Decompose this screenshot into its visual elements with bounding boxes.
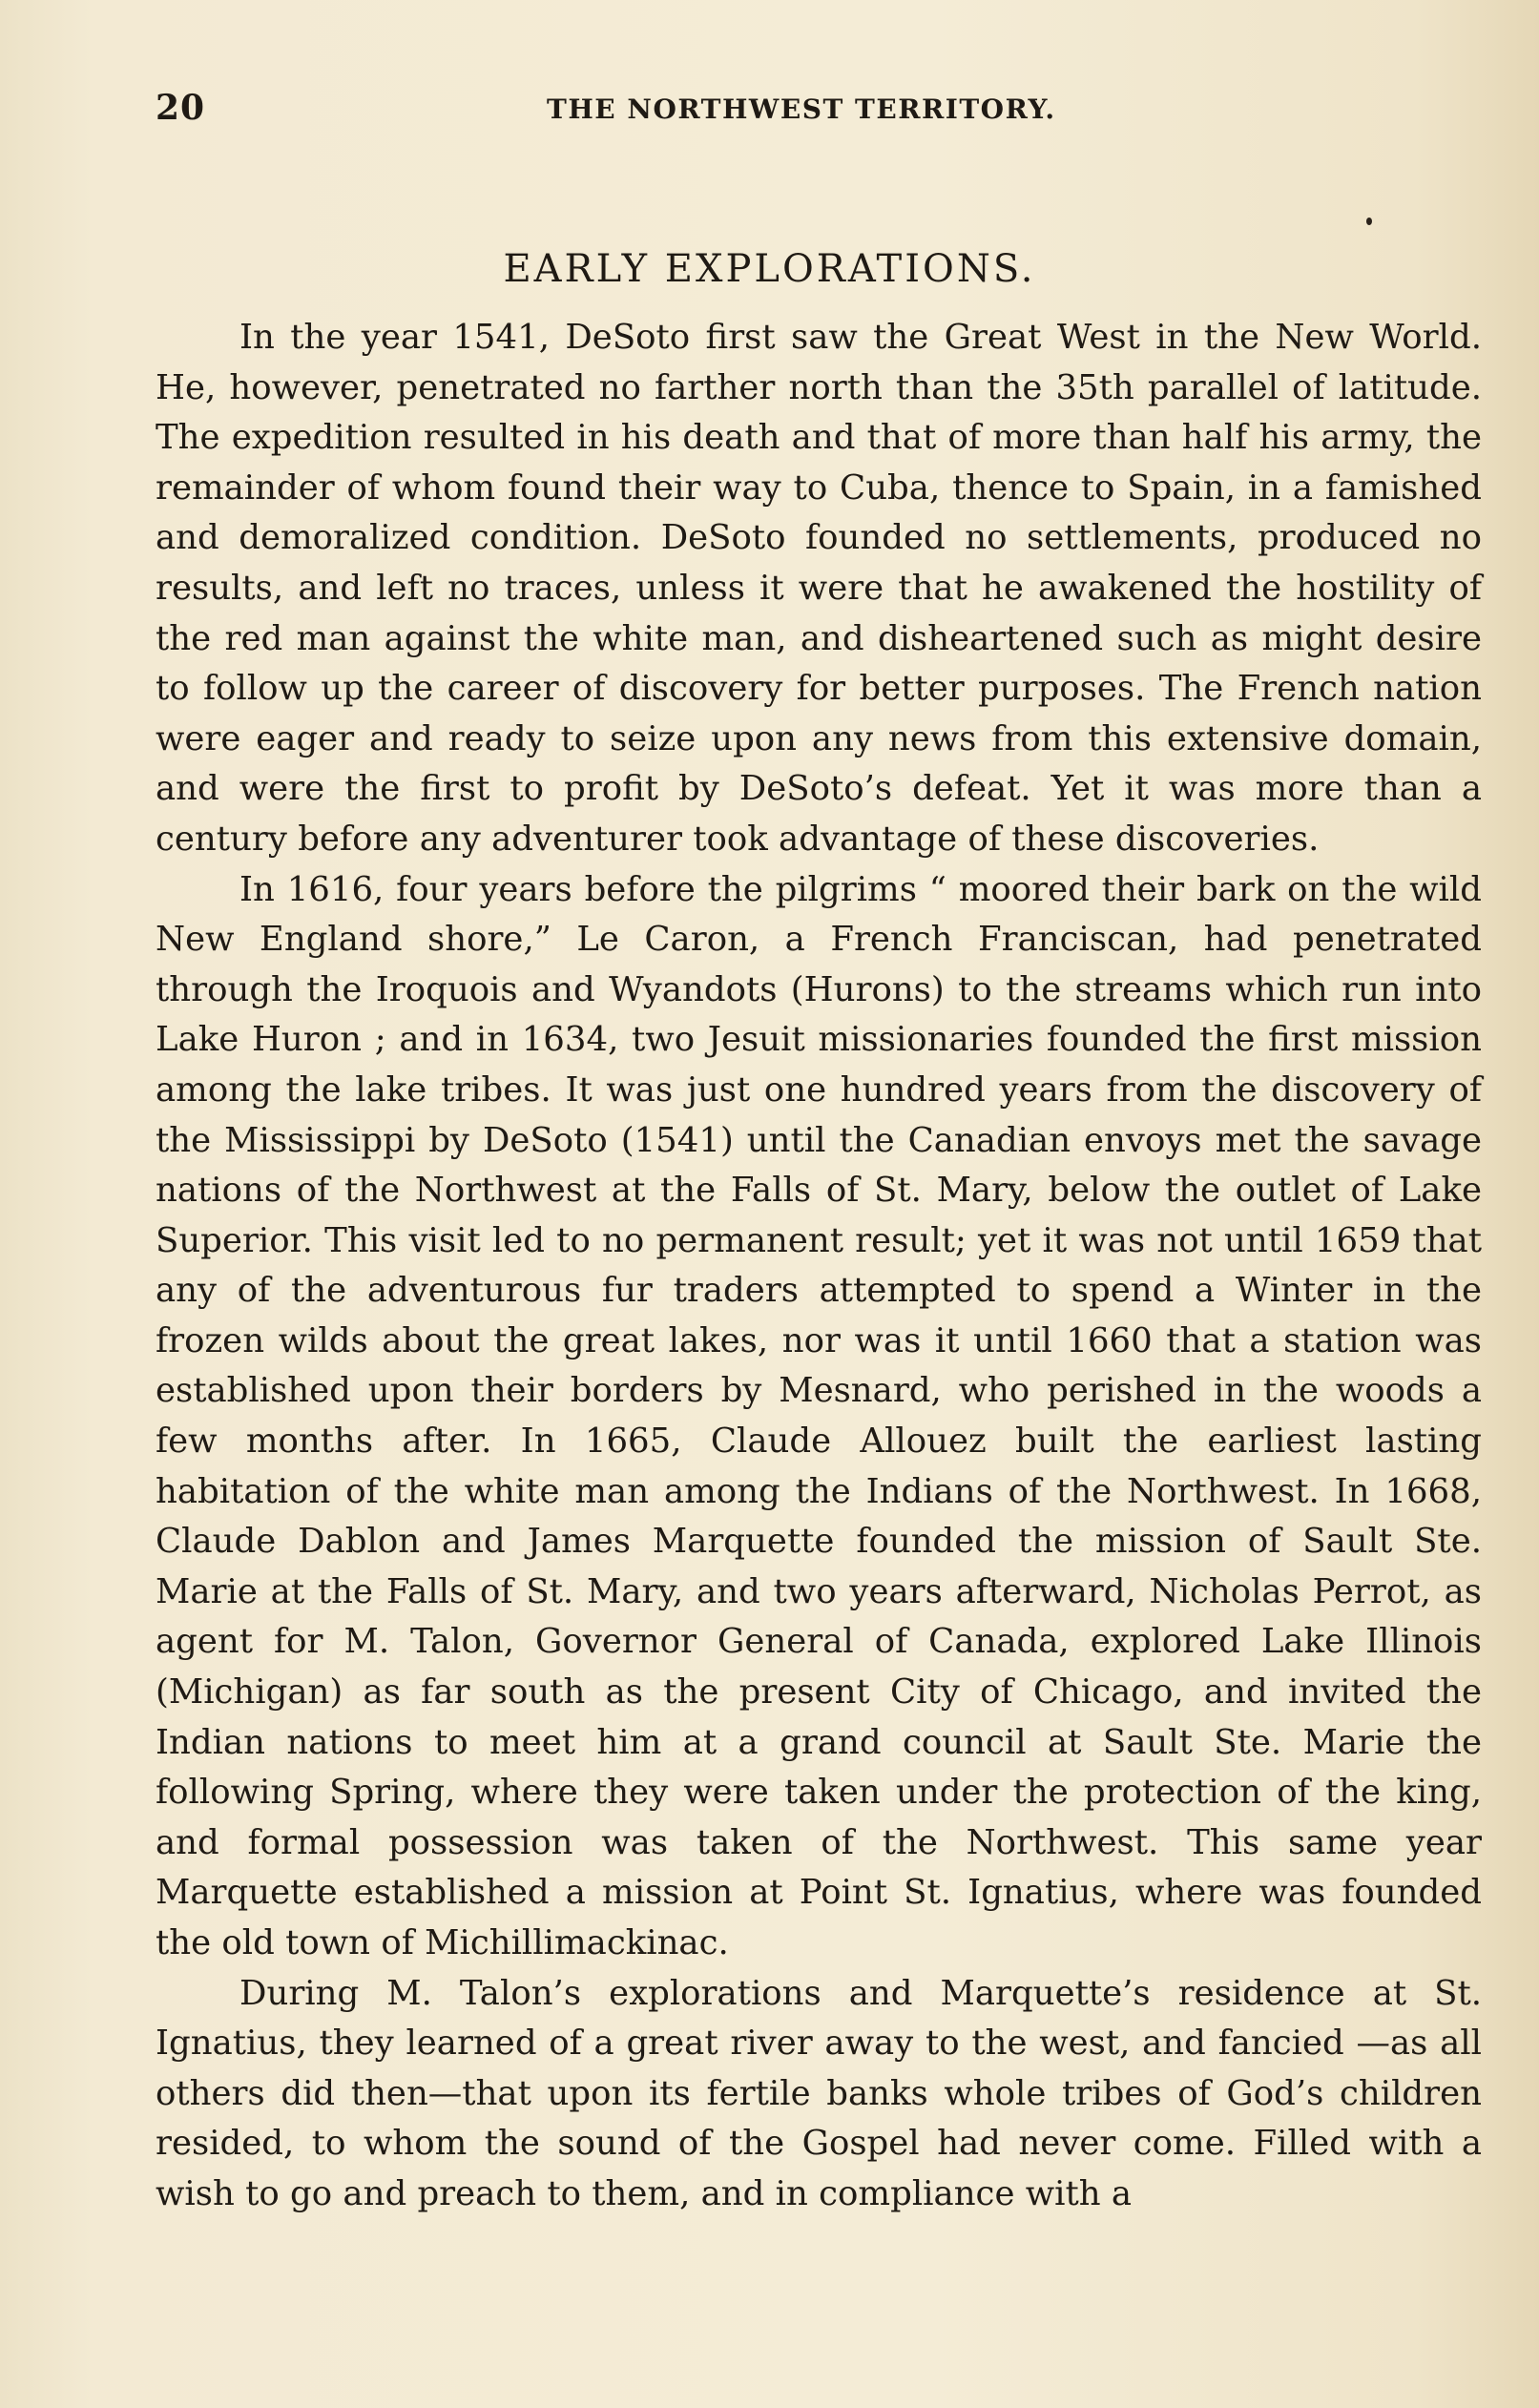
page-number: 20 — [156, 88, 206, 128]
paragraph-2: In 1616, four years before the pilgrims “ moored their bark on the wild New England shore,” Le Caron, a French Franciscan, had penetrated through the Iroquois and Wyandots (Hurons) to the streams which run into Lake Huron ; and in 1634, two Jesuit missionaries founded the first mission among the lake tribes. It was just one hundred years from the discovery of the Mississippi by DeSoto (1541) until the Canadian envoys met the savage nations of the Northwest at the Falls of St. Mary, below the outlet of Lake Superior. This visit led to no permanent result; yet it was not until 1659 that any of the adventurous fur traders attempted to spend a Winter in the frozen wilds about the great lakes, nor was it until 1660 that a station was established upon their borders by Mesnard, who perished in the woods a few months after. In 1665, Claude Allouez built the earliest lasting habitation of the white man among the Indians of the Northwest. In 1668, Claude Dablon and James Marquette founded the mission of Sault Ste. Marie at the Falls of St. Mary, and two years afterward, Nicholas Perrot, as agent for M. Talon, Governor General of Canada, explored Lake Illinois (Michigan) as far south as the present City of Chicago, and invited the Indian nations to meet him at a grand council at Sault Ste. Marie the following Spring, where they were taken under the protection of the king, and formal possession was taken of the Northwest. This same year Marquette established a mission at Point St. Ignatius, where was founded the old town of Michillimackinac. — [156, 869, 1482, 1962]
running-header — [156, 88, 1491, 135]
paragraph-1: In the year 1541, DeSoto first saw the Great West in the New World. He, however, penetrated no farther north than the 35th parallel of latitude. The expedition resulted in his death and that of more than half his army, the remainder of whom found their way to Cuba, thence to Spain, in a famished and demoralized condition. DeSoto founded no settlements, produced no results, and left no traces, unless it were that he awakened the hostility of the red man against the white man, and disheartened such as might desire to follow up the career of discovery for better purposes. The French nation were eager and ready to seize upon any news from this extensive domain, and were the first to profit by DeSoto’s defeat. Yet it was more than a century before any adventurer took advantage of these discoveries. — [156, 318, 1482, 859]
ink-speck — [1366, 218, 1372, 225]
paragraph-3: During M. Talon’s explorations and Marquette’s residence at St. Ignatius, they learned of a great river away to the west, and fancied —as all others did then—that upon its fertile banks whole tribes of God’s children resided, to whom the sound of the Gospel had never come. Filled with a wish to go and preach to them, and in compliance with a — [156, 1973, 1482, 2213]
body-text — [156, 313, 1482, 2220]
running-title: THE NORTHWEST TERRITORY. — [547, 93, 1056, 125]
chapter-title: EARLY EXPLORATIONS. — [503, 246, 1036, 291]
